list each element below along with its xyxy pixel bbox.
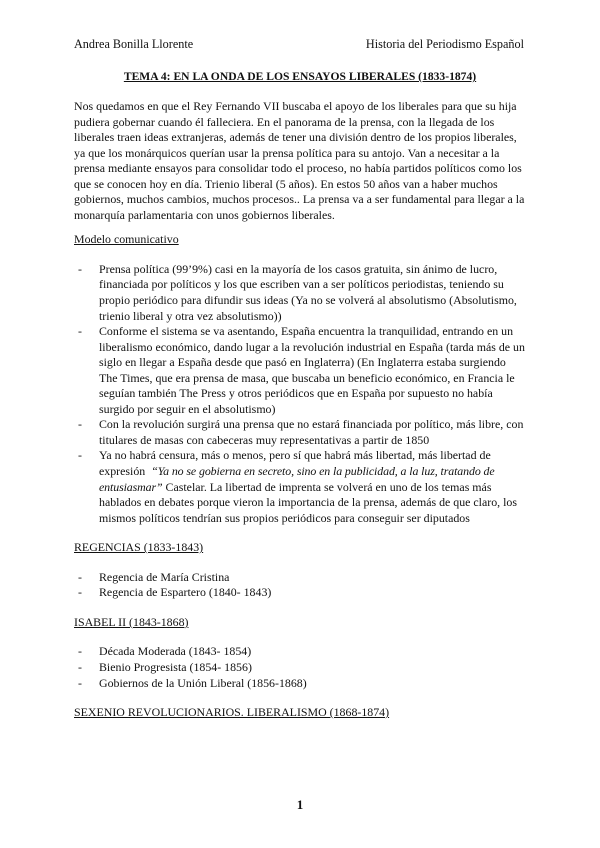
modelo-list [74, 262, 526, 526]
list-item [74, 448, 526, 526]
list-item: - Regencia de María Cristina [74, 570, 526, 586]
section-heading-regencias: REGENCIAS (1833-1843) [74, 540, 204, 555]
item-text-before: Ya no habrá censura, más o menos, pero sí que habrá más libertad, más libertad de expresión [99, 448, 491, 479]
intro-paragraph: Nos quedamos en que el Rey Fernando VII buscaba el apoyo de los liberales para que su hija pudiera gobernar cuando él falleciera. En el panorama de la prensa, con la llegada de los liberales traen ideas extranjeras, además de tener una división dentro de los propios liberales, ya que los monárquicos querían usar la prensa política para su antojo. Van a necesitar a la prensa mediante ensayos para consolidar todo el proceso, no había partidos políticos como los que se conocen hoy en día. Trienio liberal (5 años). En estos 50 años van a haber muchos gobiernos, muchos cambios, muchos procesos.. La prensa va a ser fundamental para llegar a la monarquía parlamentaria con unos gobiernos liberales. [74, 99, 525, 222]
list-item: - Gobiernos de la Unión Liberal (1856-1868) [74, 676, 526, 692]
section-heading-modelo: Modelo comunicativo [74, 232, 179, 247]
page-number: 1 [296, 797, 304, 812]
list-item: - Con la revolución surgirá una prensa que no estará financiada por político, más libre, con titulares de masas con cabeceras muy representativas a partir de 1850 [74, 417, 526, 448]
item-text-after: Castelar. La libertad de imprenta se volverá en uno de los temas más hablados en debates porque vieron la importancia de la prensa, además de que claro, los mismos políticos tendrían sus propios periódicos para conseguir ser diputados [99, 479, 517, 525]
section-heading-sexenio: SEXENIO REVOLUCIONARIOS. LIBERALISMO (1868-1874) [74, 705, 390, 720]
list-item: - Década Moderada (1843- 1854) [74, 644, 526, 660]
castelar-quote: “Ya no se gobierna en secreto, sino en la publicidad, a la luz, tratando de entusiasmar” [99, 464, 495, 494]
list-item: - Bienio Progresista (1854- 1856) [74, 660, 526, 676]
document-title: TEMA 4: EN LA ONDA DE LOS ENSAYOS LIBERALES (1833-1874) [123, 70, 477, 83]
document-body [74, 70, 526, 735]
list-item: - Prensa política (99’9%) casi en la mayoría de los casos gratuita, sin ánimo de lucro, financiada por políticos y los que escriben van a ser políticos periodistas, teniendo su propio periódico para difundir sus ideas (Ya no se volverá al absolutismo (Absolutismo, trienio liberal y otra vez absolutismo)) [74, 262, 526, 324]
list-item: - Conforme el sistema se va asentando, España encuentra la tranquilidad, entrando en un liberalismo económico, dando lugar a la revolución industrial en España (tarda más de un siglo en llegar a España desde que pasó en Inglaterra) (En Inglaterra estaba surgiendo The Times, que era prensa de masa, que buscaba un beneficio económico, en Francia le seguían también The Press y otros periódicos que en España por supuesto no había surgido por seguir en el absolutismo) [74, 324, 526, 417]
running-header [74, 36, 524, 52]
header-author: Andrea Bonilla Llorente [74, 37, 194, 51]
section-heading-isabel: ISABEL II (1843-1868) [74, 614, 189, 629]
header-subject: Historia del Periodismo Español [365, 37, 524, 51]
isabel-list [74, 644, 526, 691]
list-item: - Regencia de Espartero (1840- 1843) [74, 585, 526, 601]
regencias-list [74, 570, 526, 601]
